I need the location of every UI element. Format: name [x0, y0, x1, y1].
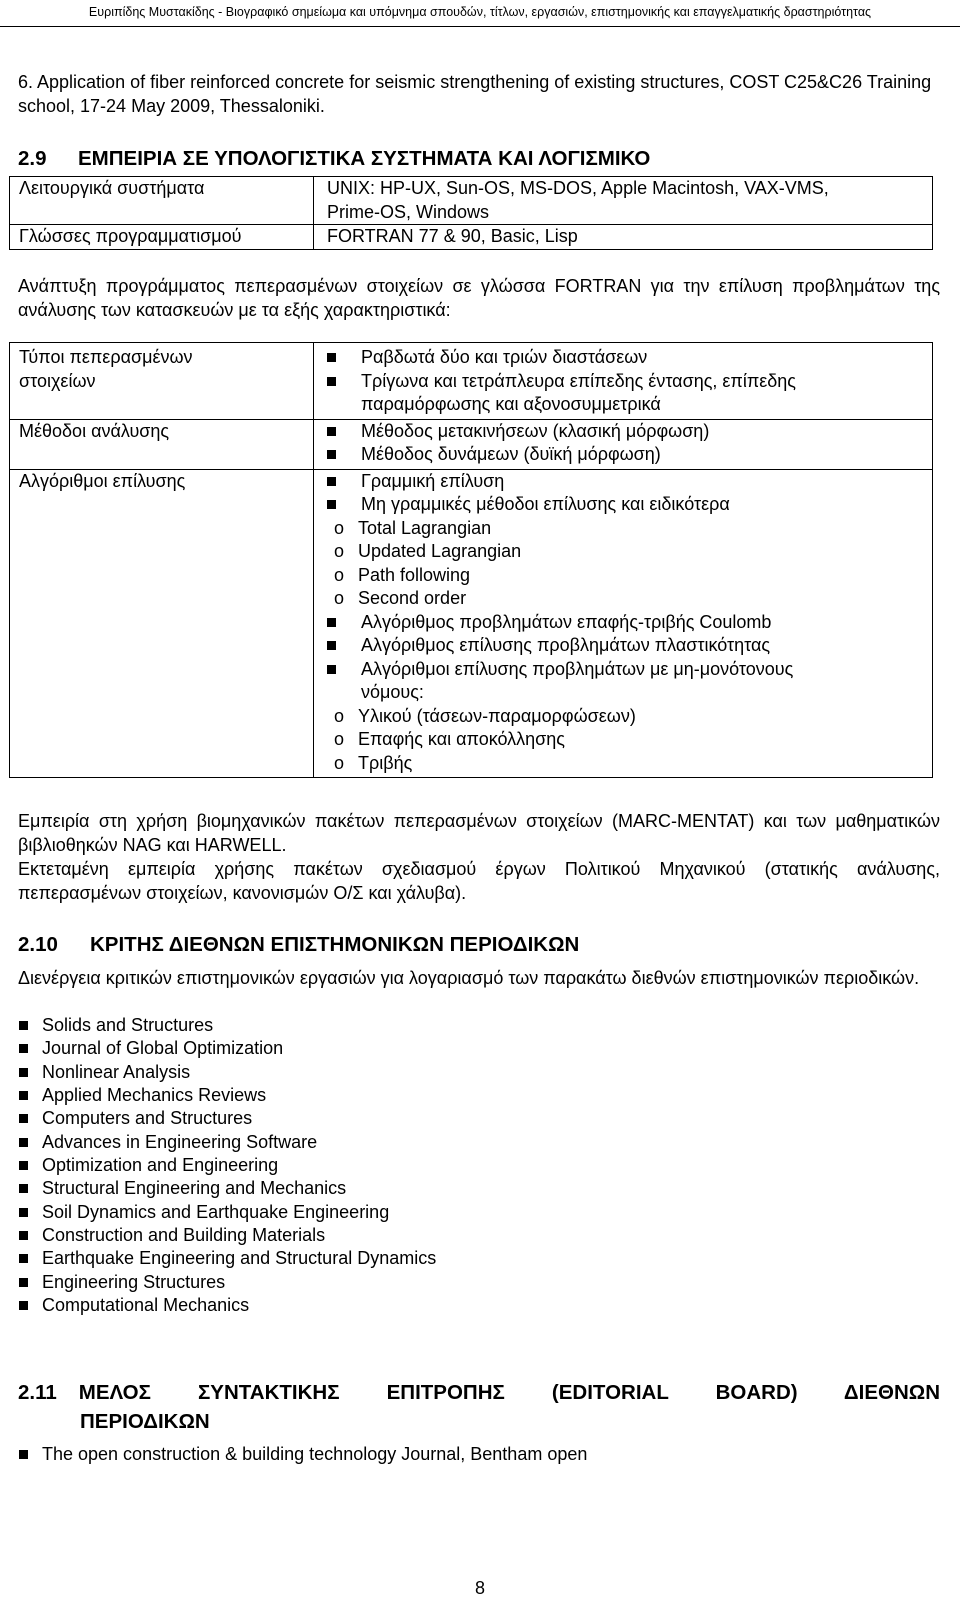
solution-algorithms-label: Αλγόριθμοι επίλυσης	[19, 470, 186, 491]
list-item	[324, 611, 932, 635]
circle-bullet-icon: o	[334, 517, 345, 538]
list-item	[324, 420, 932, 444]
os-label: Λειτουργικά συστήματα	[19, 178, 205, 198]
journal-name: Computational Mechanics	[42, 1295, 250, 1316]
reviewer-intro-paragraph	[18, 967, 940, 991]
reviewer-intro-text: Διενέργεια κριτικών επιστημονικών εργασιών για λογαριασμό των παρακάτω διεθνών επιστημονικών περιοδικών.	[18, 968, 920, 988]
table-cell-value	[314, 177, 933, 225]
list-item-text: παραμόρφωσης και αξονοσυμμετρικά	[361, 394, 661, 414]
journal-name: The open construction & building technology Journal, Bentham open	[42, 1444, 588, 1464]
list-item	[324, 346, 932, 370]
systems-table	[9, 176, 933, 250]
journal-name: Soil Dynamics and Earthquake Engineering	[42, 1201, 390, 1222]
circle-bullet-icon: o	[334, 729, 345, 749]
table-row	[10, 343, 933, 420]
element-types-label: Τύποι πεπερασμένων	[19, 347, 193, 367]
list-item-text: Ραβδωτά δύο και τριών διαστάσεων	[361, 347, 648, 367]
sub-list-item	[324, 587, 932, 611]
section-title-line-1	[18, 1378, 940, 1407]
journal-name: Earthquake Engineering and Structural Dynamics	[42, 1248, 437, 1269]
list-item	[18, 1084, 918, 1107]
table-cell-value	[314, 225, 933, 250]
list-item	[324, 658, 932, 682]
fem-table	[9, 342, 933, 778]
square-bullet-icon	[327, 665, 336, 674]
table-cell-value	[314, 419, 933, 469]
square-bullet-icon	[327, 618, 336, 627]
section-number: 2.11	[18, 1381, 57, 1404]
table-cell-label	[10, 225, 314, 250]
list-item	[18, 1107, 918, 1130]
square-bullet-icon	[19, 1044, 28, 1053]
os-value-line1: UNIX: HP-UX, Sun-OS, MS-DOS, Apple Macintosh, VAX-VMS,	[327, 178, 829, 198]
square-bullet-icon	[19, 1091, 28, 1100]
header-rule	[0, 26, 960, 27]
journal-list	[18, 1014, 918, 1317]
square-bullet-icon	[19, 1184, 28, 1193]
experience-paragraph-2	[18, 858, 940, 905]
square-bullet-icon	[19, 1231, 28, 1240]
square-bullet-icon	[19, 1114, 28, 1123]
square-bullet-icon	[327, 353, 336, 362]
languages-value: FORTRAN 77 & 90, Basic, Lisp	[327, 226, 578, 246]
list-item	[18, 1061, 918, 1084]
list-item-text: νόμους:	[361, 682, 424, 702]
section-heading-2-9	[18, 144, 940, 173]
square-bullet-icon	[19, 1161, 28, 1170]
publication-item-6	[18, 71, 940, 118]
list-item	[324, 370, 932, 394]
list-item	[324, 470, 932, 494]
circle-bullet-icon: o	[334, 705, 345, 726]
element-types-label-2: στοιχείων	[19, 370, 96, 391]
editorial-board-list	[18, 1443, 918, 1466]
sub-list-item-text: Total Lagrangian	[358, 517, 492, 538]
list-item	[18, 1271, 918, 1294]
list-item-text: Γραμμική επίλυση	[361, 470, 505, 491]
table-row	[10, 177, 933, 225]
sub-list-item-text: Second order	[358, 588, 467, 608]
journal-name: Construction and Building Materials	[42, 1225, 326, 1246]
list-item	[324, 493, 932, 517]
table-cell-value	[314, 343, 933, 420]
sub-list-item-text: Τριβής	[358, 752, 413, 773]
section-title: ΜΕΛΟΣ ΣΥΝΤΑΚΤΙΚΗΣ ΕΠΙΤΡΟΠΗΣ (EDITORIAL BOARD) ΔΙΕΘΝΩΝ	[78, 1381, 940, 1404]
fem-intro-paragraph	[18, 275, 940, 322]
sub-list-item	[324, 705, 932, 729]
section-title: ΕΜΠΕΙΡΙΑ ΣΕ ΥΠΟΛΟΓΙΣΤΙΚΑ ΣΥΣΤΗΜΑΤΑ ΚΑΙ ΛΟΓΙΣΜΙΚΟ	[78, 147, 651, 170]
sub-list-item-text: Υλικού (τάσεων-παραμορφώσεων)	[358, 705, 636, 726]
journal-name: Nonlinear Analysis	[42, 1061, 191, 1082]
list-item	[18, 1131, 918, 1154]
journal-name: Applied Mechanics Reviews	[42, 1085, 267, 1106]
list-item	[324, 634, 932, 658]
list-item	[18, 1037, 918, 1060]
table-row	[10, 419, 933, 469]
square-bullet-icon	[327, 377, 336, 386]
circle-bullet-icon: o	[334, 564, 345, 585]
table-cell-label	[10, 343, 314, 420]
square-bullet-icon	[19, 1021, 28, 1030]
journal-name: Advances in Engineering Software	[42, 1131, 318, 1152]
experience-text-1: Εμπειρία στη χρήση βιομηχανικών πακέτων πεπερασμένων στοιχείων (MARC-MENTAT) και των μαθηματικών βιβλιοθηκών NAG και HARWELL.	[18, 811, 940, 855]
journal-name: Structural Engineering and Mechanics	[42, 1178, 347, 1199]
sub-list-item	[324, 564, 932, 588]
sub-list-item	[324, 540, 932, 564]
list-item-text: Μέθοδος μετακινήσεων (κλασική μόρφωση)	[361, 420, 710, 441]
circle-bullet-icon: o	[334, 541, 345, 561]
sub-list-item-text: Επαφής και αποκόλλησης	[358, 729, 565, 749]
section-title-line-2: ΠΕΡΙΟΔΙΚΩΝ	[80, 1410, 210, 1433]
list-item-text: Αλγόριθμος προβλημάτων επαφής-τριβής Coulomb	[361, 611, 772, 632]
table-cell-label	[10, 469, 314, 778]
journal-name: Solids and Structures	[42, 1015, 214, 1035]
experience-text-2: Εκτεταμένη εμπειρία χρήσης πακέτων σχεδιασμού έργων Πολιτικού Μηχανικού (στατικής ανάλυσης, πεπερασμένων στοιχείων, κανονισμών Ο/Σ και χάλυβα).	[18, 859, 940, 903]
analysis-methods-label: Μέθοδοι ανάλυσης	[19, 420, 170, 441]
sub-list-item	[324, 752, 932, 776]
sub-list-item	[324, 728, 932, 752]
journal-name: Optimization and Engineering	[42, 1155, 279, 1176]
list-item	[18, 1177, 918, 1200]
journal-name: Computers and Structures	[42, 1108, 253, 1129]
journal-name: Journal of Global Optimization	[42, 1038, 284, 1059]
list-item	[18, 1294, 918, 1317]
list-item-text: Μέθοδος δυνάμεων (δυϊκή μόρφωση)	[361, 444, 661, 464]
square-bullet-icon	[327, 450, 336, 459]
publication-item-6-text: 6. Application of fiber reinforced concrete for seismic strengthening of existing structures, COST C25&C26 Training school, 17-24 May 2009, Thessaloniki.	[18, 72, 932, 116]
list-item	[18, 1247, 918, 1270]
os-value-line2: Prime-OS, Windows	[327, 201, 490, 222]
list-item-text: Αλγόριθμοι επίλυσης προβλημάτων με μη-μονότονους	[361, 658, 794, 679]
circle-bullet-icon: o	[334, 752, 345, 773]
square-bullet-icon	[327, 477, 336, 486]
square-bullet-icon	[19, 1068, 28, 1077]
languages-label: Γλώσσες προγραμματισμού	[19, 226, 242, 246]
list-item	[18, 1224, 918, 1247]
square-bullet-icon	[327, 641, 336, 650]
list-item-text: Τρίγωνα και τετράπλευρα επίπεδης έντασης, επίπεδης	[361, 370, 796, 391]
table-cell-label	[10, 177, 314, 225]
list-item	[324, 443, 932, 467]
journal-name: Engineering Structures	[42, 1271, 226, 1292]
section-number: 2.10	[18, 933, 58, 956]
square-bullet-icon	[19, 1208, 28, 1217]
section-title: ΚΡΙΤΗΣ ΔΙΕΘΝΩΝ ΕΠΙΣΤΗΜΟΝΙΚΩΝ ΠΕΡΙΟΔΙΚΩΝ	[90, 933, 580, 956]
sub-list-item-text: Path following	[358, 564, 471, 585]
header-text: Ευριπίδης Μυστακίδης - Βιογραφικό σημείωμα και υπόμνημα σπουδών, τίτλων, εργασιών, επιστημονικής και επαγγελματικής δραστηριότητας	[88, 5, 872, 19]
section-heading-2-11	[18, 1378, 940, 1436]
section-number: 2.9	[18, 147, 47, 170]
square-bullet-icon	[19, 1254, 28, 1263]
list-item-text: Αλγόριθμος επίλυσης προβλημάτων πλαστικότητας	[361, 635, 771, 655]
list-item	[18, 1201, 918, 1224]
square-bullet-icon	[19, 1301, 28, 1310]
square-bullet-icon	[327, 500, 336, 509]
circle-bullet-icon: o	[334, 588, 345, 608]
experience-paragraph-1	[18, 810, 940, 857]
section-heading-2-10	[18, 930, 940, 959]
square-bullet-icon	[19, 1278, 28, 1287]
square-bullet-icon	[19, 1450, 28, 1459]
square-bullet-icon	[327, 427, 336, 436]
table-row	[10, 225, 933, 250]
list-item-continuation	[324, 393, 932, 417]
sub-list-item	[324, 517, 932, 541]
page-number: 8	[474, 1578, 485, 1598]
sub-list-item-text: Updated Lagrangian	[358, 541, 522, 561]
table-cell-label	[10, 419, 314, 469]
list-item-continuation	[324, 681, 932, 705]
table-cell-value	[314, 469, 933, 778]
list-item	[18, 1154, 918, 1177]
list-item	[18, 1443, 918, 1466]
list-item-text: Μη γραμμικές μέθοδοι επίλυσης και ειδικότερα	[361, 494, 730, 514]
table-row	[10, 469, 933, 778]
list-item	[18, 1014, 918, 1037]
square-bullet-icon	[19, 1138, 28, 1147]
fem-intro-text: Ανάπτυξη προγράμματος πεπερασμένων στοιχείων σε γλώσσα FORTRAN για την επίλυση προβλημάτων της ανάλυσης των κατασκευών με τα εξής χαρακτηριστικά:	[18, 276, 940, 320]
